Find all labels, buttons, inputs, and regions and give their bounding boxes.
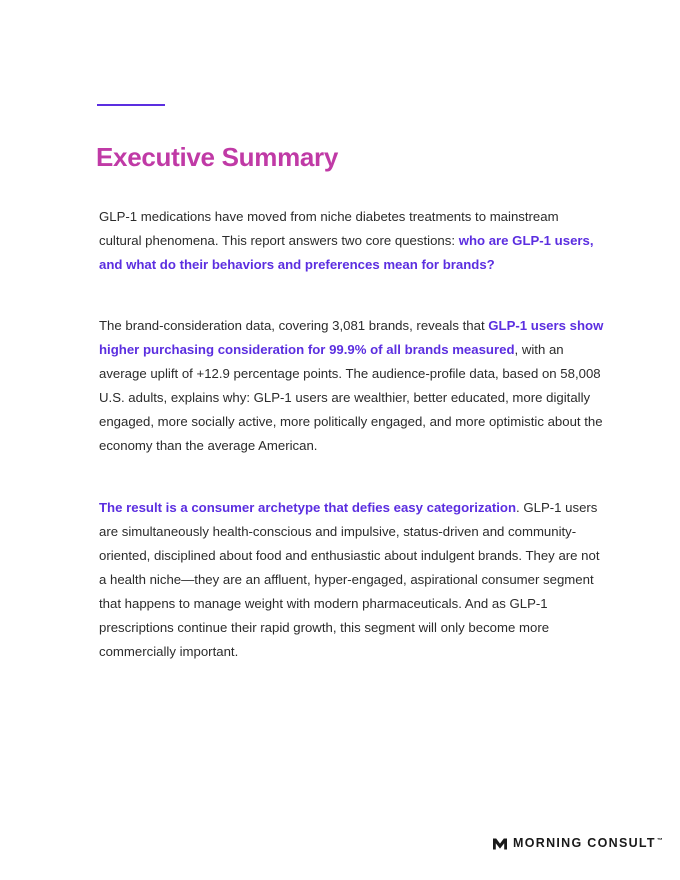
paragraph-text: . GLP-1 users are simultaneously health-conscious and impulsive, status-driven and community-oriented, disciplined about food and enthusiastic about indulgent brands. They are not a health niche—they are an affluent, hyper-engaged, aspirational consumer segment that happens to manage weight with modern pharmaceuticals. And as GLP-1 prescriptions continue their rapid growth, this segment will only become more commercially important. [99,500,600,659]
paragraph-intro [99,205,604,277]
morning-consult-logo-icon [493,837,507,850]
accent-bar [97,104,165,106]
logo-wordmark [513,836,663,850]
page-title: Executive Summary [96,142,339,172]
paragraph-highlight: who are GLP-1 users, and what do their behaviors and preferences mean for brands? [99,233,594,272]
paragraph-consumer-archetype [99,496,604,664]
paragraph-highlight: The result is a consumer archetype that defies easy categorization [99,500,517,515]
paragraph-text: , with an average uplift of +12.9 percentage points. The audience-profile data, based on 58,008 U.S. adults, explains why: GLP-1 users are wealthier, better educated, more digitally engaged, more socially active, more politically engaged, and more optimistic about the economy than the average American. [99,342,603,453]
paragraph-brand-consideration [99,314,604,458]
paragraph-highlight: GLP-1 users show higher purchasing consideration for 99.9% of all brands measured [99,318,604,357]
paragraph-text: The brand-consideration data, covering 3,081 brands, reveals that [99,318,489,333]
logo-brand-text: MORNING CONSULT [513,836,656,850]
morning-consult-logo [493,836,663,850]
logo-trademark: ™ [656,837,663,844]
paragraph-text: GLP-1 medications have moved from niche diabetes treatments to mainstream cultural phenomena. This report answers two core questions: [99,209,559,248]
